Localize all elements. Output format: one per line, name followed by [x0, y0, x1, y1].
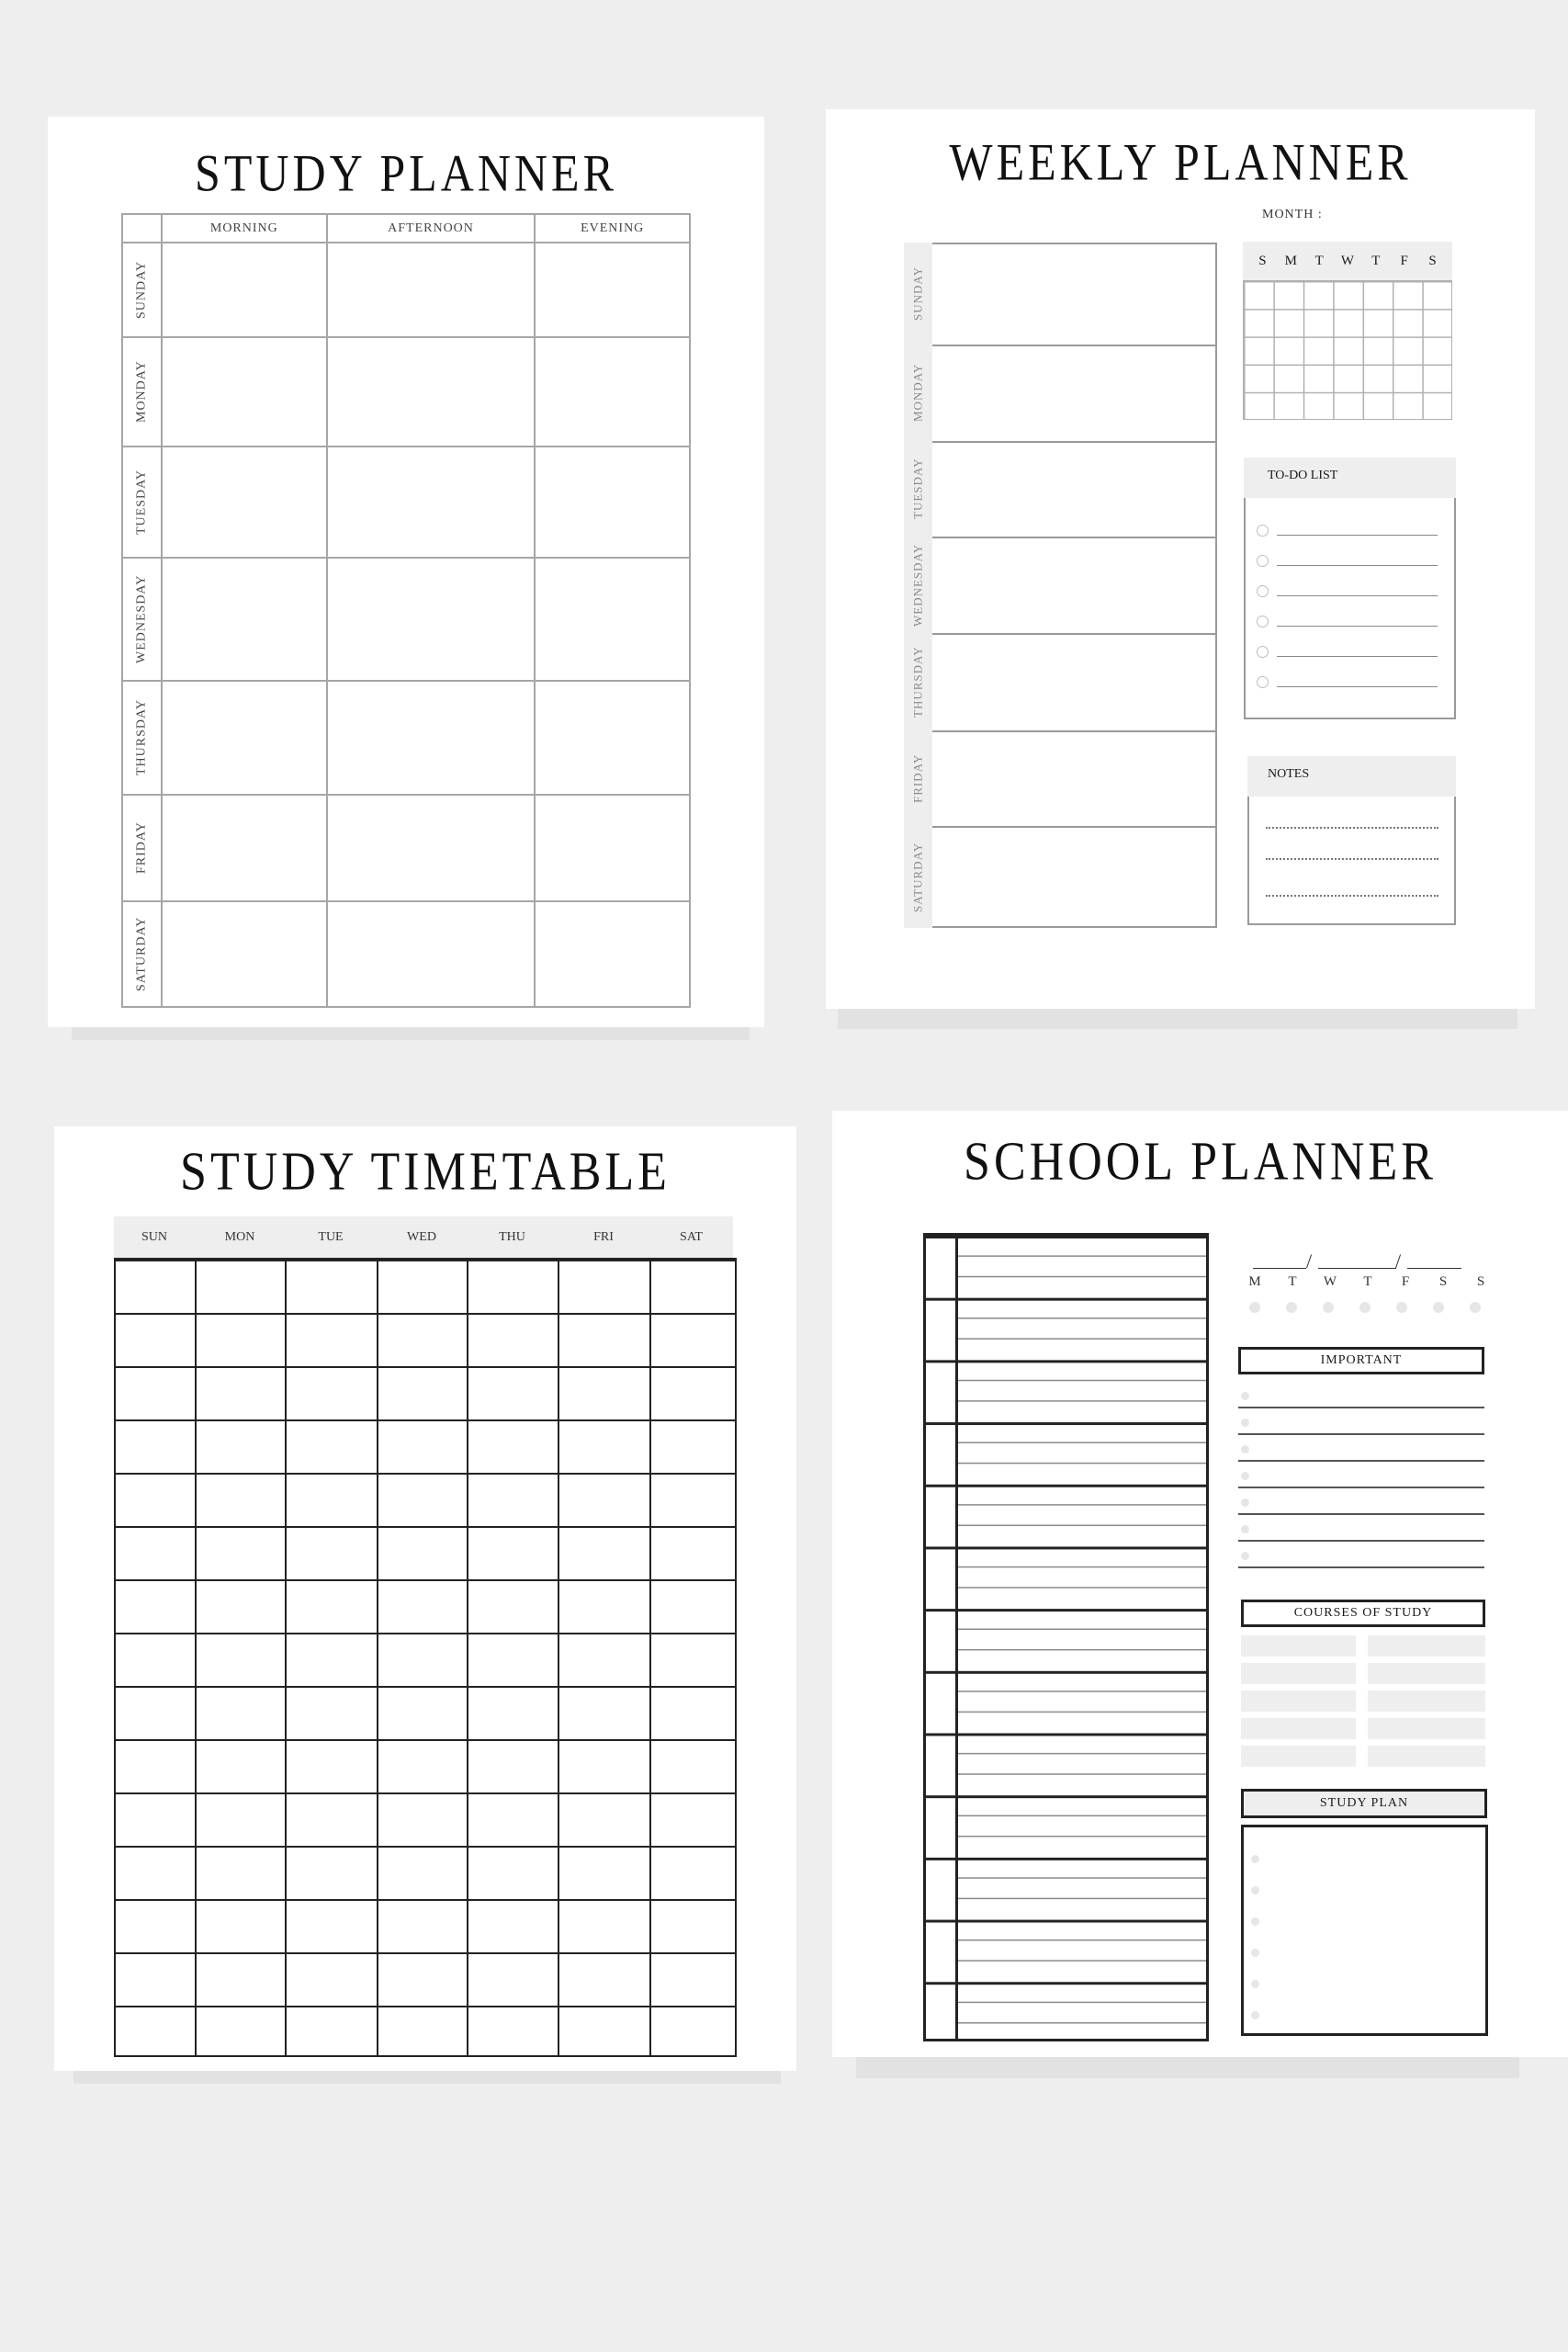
important-line[interactable]	[1238, 1487, 1484, 1488]
weekly-day-thursday: THURSDAY	[910, 646, 925, 718]
timetable-day-mon: MON	[224, 1230, 255, 1244]
day-label-saturday: SATURDAY	[134, 916, 149, 992]
divider	[932, 730, 1217, 732]
notes-header	[1247, 756, 1456, 797]
weekday-dot-icon[interactable]	[1286, 1302, 1297, 1313]
calendar-day: F	[1400, 253, 1408, 268]
timetable-header	[114, 1216, 733, 1258]
cell[interactable]	[162, 447, 327, 558]
calendar-header	[1243, 242, 1452, 280]
divider	[932, 633, 1217, 635]
weekly-day-monday: MONDAY	[910, 363, 925, 423]
todo-line[interactable]	[1277, 686, 1438, 687]
course-field[interactable]	[1368, 1663, 1485, 1684]
weekly-day-tuesday: TUESDAY	[910, 458, 925, 520]
bullet-icon	[1241, 1498, 1249, 1507]
todo-line[interactable]	[1277, 626, 1438, 627]
weekly-planner-title: WEEKLY PLANNER	[949, 131, 1412, 192]
study-plan-title: STUDY PLAN	[1319, 1796, 1409, 1810]
cell[interactable]	[535, 558, 690, 681]
weekly-day-friday: FRIDAY	[910, 753, 925, 803]
notes-box	[1247, 756, 1456, 925]
important-line[interactable]	[1238, 1407, 1484, 1408]
divider	[932, 826, 1217, 828]
cell[interactable]	[535, 337, 690, 447]
cell[interactable]	[535, 681, 690, 795]
cell[interactable]	[162, 681, 327, 795]
weekly-day-saturday: SATURDAY	[910, 842, 925, 912]
bullet-icon	[1251, 1917, 1259, 1926]
bullet-icon	[1241, 1445, 1249, 1453]
course-field[interactable]	[1241, 1663, 1356, 1684]
important-line[interactable]	[1238, 1566, 1484, 1568]
important-list[interactable]	[1238, 1383, 1484, 1570]
month-label: MONTH :	[1262, 208, 1323, 221]
todo-title: TO-DO LIST	[1268, 469, 1338, 482]
table-row	[122, 681, 690, 795]
weekday-dot-icon[interactable]	[1396, 1302, 1407, 1313]
courses-title: COURSES OF STUDY	[1293, 1606, 1433, 1620]
bullet-icon	[1251, 1949, 1259, 1957]
column-divider	[377, 1260, 378, 2055]
course-field[interactable]	[1368, 1718, 1485, 1739]
mini-calendar	[1243, 242, 1452, 420]
checkbox-icon[interactable]	[1257, 646, 1269, 658]
school-schedule-box	[923, 1233, 1209, 2041]
weekly-planner-page	[826, 109, 1535, 1009]
study-planner-header-row	[122, 214, 690, 243]
date-separator: /	[1306, 1250, 1313, 1272]
weekday-dot-icon[interactable]	[1433, 1302, 1444, 1313]
notes-line[interactable]	[1266, 827, 1438, 829]
important-line[interactable]	[1238, 1460, 1484, 1462]
date-separator: /	[1395, 1250, 1402, 1272]
study-planner-title: STUDY PLANNER	[195, 142, 617, 203]
bullet-icon	[1241, 1392, 1249, 1400]
bullet-icon	[1251, 1855, 1259, 1863]
important-line[interactable]	[1238, 1433, 1484, 1435]
calendar-day: T	[1314, 253, 1324, 268]
bullet-icon	[1241, 1552, 1249, 1560]
day-label-sunday: SUNDAY	[134, 260, 149, 320]
bullet-icon	[1251, 1980, 1259, 1988]
corner-cell	[122, 214, 162, 243]
important-line[interactable]	[1238, 1540, 1484, 1542]
day-label-wednesday: WEDNESDAY	[134, 574, 149, 664]
weekday-dot-icon[interactable]	[1359, 1302, 1371, 1313]
timetable-day-thu: THU	[499, 1230, 525, 1244]
notes-line[interactable]	[1266, 858, 1438, 860]
checkbox-icon[interactable]	[1257, 555, 1269, 567]
calendar-day: M	[1284, 253, 1297, 268]
day-label-tuesday: TUESDAY	[134, 469, 149, 536]
course-field[interactable]	[1241, 1635, 1356, 1657]
schedule-ruled-lines[interactable]	[958, 1236, 1206, 2039]
courses-grid	[1241, 1635, 1485, 1767]
cell[interactable]	[327, 681, 536, 795]
calendar-grid	[1243, 280, 1452, 420]
cell[interactable]	[535, 243, 690, 337]
weekday-s: S	[1476, 1274, 1485, 1289]
calendar-day: W	[1340, 253, 1355, 268]
todo-list	[1244, 458, 1456, 719]
divider	[932, 441, 1217, 443]
day-label-monday: MONDAY	[134, 360, 149, 424]
cell[interactable]	[327, 558, 536, 681]
weekday-s: S	[1438, 1274, 1448, 1289]
date-year-line[interactable]	[1407, 1268, 1461, 1269]
column-divider	[195, 1260, 197, 2055]
timetable-day-wed: WED	[407, 1230, 436, 1244]
divider	[932, 243, 1217, 244]
todo-header	[1244, 458, 1456, 498]
table-row	[122, 337, 690, 447]
checkbox-icon[interactable]	[1257, 676, 1269, 688]
date-month-line[interactable]	[1318, 1268, 1396, 1269]
study-timetable-title: STUDY TIMETABLE	[180, 1141, 671, 1203]
column-divider	[649, 1260, 651, 2055]
timetable-day-sat: SAT	[680, 1230, 703, 1244]
todo-line[interactable]	[1277, 535, 1438, 536]
course-field[interactable]	[1241, 1746, 1356, 1767]
cell[interactable]	[327, 337, 536, 447]
table-row	[122, 447, 690, 558]
cell[interactable]	[162, 795, 327, 901]
column-header-morning: MORNING	[162, 214, 327, 243]
notes-line[interactable]	[1266, 895, 1438, 897]
weekly-day-wednesday: WEDNESDAY	[910, 543, 925, 627]
calendar-day: T	[1371, 253, 1381, 268]
timetable-day-fri: FRI	[593, 1230, 614, 1244]
calendar-day: S	[1428, 253, 1437, 268]
course-field[interactable]	[1368, 1690, 1485, 1712]
todo-line[interactable]	[1277, 565, 1438, 566]
course-field[interactable]	[1368, 1635, 1485, 1657]
weekday-selector	[1244, 1274, 1492, 1290]
weekday-t: T	[1363, 1274, 1372, 1289]
study-planner-grid	[121, 213, 691, 1008]
divider	[932, 345, 1217, 346]
weekday-dot-icon[interactable]	[1470, 1302, 1481, 1313]
course-field[interactable]	[1368, 1746, 1485, 1767]
column-header-afternoon: AFTERNOON	[327, 214, 536, 243]
date-day-line[interactable]	[1253, 1268, 1306, 1269]
bullet-icon	[1241, 1472, 1249, 1480]
cell[interactable]	[327, 447, 536, 558]
table-row	[122, 795, 690, 901]
cell[interactable]	[327, 795, 536, 901]
bullet-icon	[1241, 1419, 1249, 1427]
important-line[interactable]	[1238, 1513, 1484, 1515]
weekday-f: F	[1401, 1274, 1410, 1289]
weekday-m: M	[1248, 1274, 1261, 1289]
school-planner-title: SCHOOL PLANNER	[964, 1131, 1437, 1193]
cell[interactable]	[535, 795, 690, 901]
checkbox-icon[interactable]	[1257, 525, 1269, 537]
bullet-icon	[1241, 1525, 1249, 1533]
weekday-t: T	[1288, 1274, 1297, 1289]
weekday-w: W	[1323, 1274, 1337, 1289]
todo-line[interactable]	[1277, 595, 1438, 596]
cell[interactable]	[162, 337, 327, 447]
day-label-thursday: THURSDAY	[134, 699, 149, 776]
column-header-evening: EVENING	[535, 214, 690, 243]
school-planner-shadow	[856, 2054, 1519, 2078]
important-title: IMPORTANT	[1320, 1353, 1403, 1367]
calendar-day: S	[1258, 253, 1267, 268]
column-divider	[467, 1260, 468, 2055]
cell[interactable]	[535, 901, 690, 1007]
column-divider	[285, 1260, 287, 2055]
cell[interactable]	[162, 558, 327, 681]
cell[interactable]	[327, 243, 536, 337]
course-field[interactable]	[1241, 1718, 1356, 1739]
cell[interactable]	[162, 901, 327, 1007]
day-label-friday: FRIDAY	[134, 821, 149, 875]
checkbox-icon[interactable]	[1257, 585, 1269, 597]
divider	[932, 537, 1217, 538]
study-plan-header	[1241, 1789, 1487, 1818]
todo-line[interactable]	[1277, 656, 1438, 657]
column-divider	[558, 1260, 559, 2055]
table-row	[122, 243, 690, 337]
course-field[interactable]	[1241, 1690, 1356, 1712]
bullet-icon	[1251, 1886, 1259, 1894]
table-row	[122, 901, 690, 1007]
cell[interactable]	[162, 243, 327, 337]
weekday-dot-icon[interactable]	[1323, 1302, 1334, 1313]
cell[interactable]	[327, 901, 536, 1007]
table-row	[122, 558, 690, 681]
weekly-day-sunday: SUNDAY	[910, 266, 925, 321]
study-planner-page	[48, 117, 764, 1027]
study-plan-box[interactable]	[1241, 1825, 1488, 2036]
school-planner-page	[832, 1111, 1568, 2057]
timetable-day-tue: TUE	[318, 1230, 344, 1244]
notes-title: NOTES	[1268, 767, 1310, 781]
bullet-icon	[1251, 2011, 1259, 2019]
date-field[interactable]	[1253, 1250, 1461, 1272]
cell[interactable]	[535, 447, 690, 558]
study-timetable-page	[54, 1126, 796, 2071]
courses-header	[1241, 1600, 1485, 1627]
timetable-day-sun: SUN	[141, 1230, 167, 1244]
important-header	[1238, 1347, 1484, 1374]
weekday-dot-icon[interactable]	[1249, 1302, 1260, 1313]
timetable-grid[interactable]	[114, 1258, 737, 2057]
checkbox-icon[interactable]	[1257, 616, 1269, 628]
